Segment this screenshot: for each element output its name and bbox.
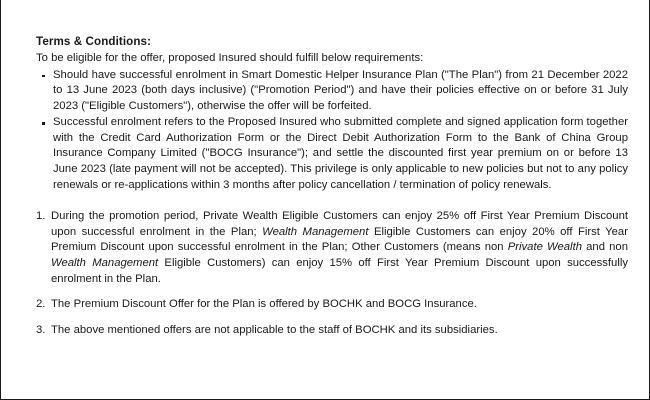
page-title: Terms & Conditions:: [36, 35, 152, 48]
list-spacer: [36, 287, 628, 297]
list-item-text: [51, 210, 628, 284]
bullet-text: Should have successful enrolment in Smart Domestic Helper Insurance Plan ("The Plan") from 21 December 2022 to 13 June 2023 (both days inclusive) ("Promotion Period") and have their policies effective on or before 31 July 2023 ("Eligible Customers"), otherwise the offer will be forfeited.: [53, 68, 628, 112]
offer-terms-numbered-list: [36, 209, 628, 338]
list-item-text: The above mentioned offers are not applicable to the staff of BOCHK and its subsidiaries.: [51, 323, 498, 336]
text-segment: During the promotion period, Private Wealth Eligible Customers can enjoy 25% off First Year Premium Discount upon successful enrolment in the Plan;: [51, 210, 628, 238]
list-item-number: 3.: [36, 323, 46, 336]
list-item-text: The Premium Discount Offer for the Plan is offered by BOCHK and BOCG Insurance.: [51, 298, 477, 311]
list-item: [36, 297, 628, 313]
text-segment: Eligible Customers can enjoy 20% off First Year Premium Discount upon successful enrolment in the Plan; Other Customers (means non: [51, 225, 628, 254]
text-segment: Eligible Customers) can enjoy 15% off First Year Premium Discount upon successfully enrolment in the Plan.: [51, 257, 628, 285]
text-segment-italic: Private Wealth: [507, 241, 582, 254]
intro-text: To be eligible for the offer, proposed Insured should fulfill below requirements:: [36, 52, 424, 64]
list-spacer: [36, 313, 628, 323]
list-item: [36, 115, 628, 193]
bullet-text: Successful enrolment refers to the Proposed Insured who submitted complete and signed application form together with the Credit Card Authorization Form or the Direct Debit Authorization Form to the Bank of China Group Insurance Company Limited ("BOCG Insurance"); and settle the discounted first year premium on or before 13 June 2023 (late payment will not be accepted). This privilege is only applicable to new policies but not to any policy renewals or re-applications within 3 months after policy cancellation / termination of policy renewals.: [53, 116, 628, 191]
list-item: [36, 323, 628, 339]
list-item-number: 2.: [36, 298, 46, 311]
list-item: [36, 209, 628, 287]
section-spacer: [36, 193, 628, 209]
text-segment-italic: Wealth Management: [262, 225, 369, 238]
list-item-number: 1.: [36, 210, 46, 223]
text-segment: and non: [582, 241, 629, 254]
requirements-bullet-list: [36, 68, 628, 194]
text-segment-italic: Wealth Management: [51, 257, 159, 270]
list-item: [36, 68, 628, 115]
